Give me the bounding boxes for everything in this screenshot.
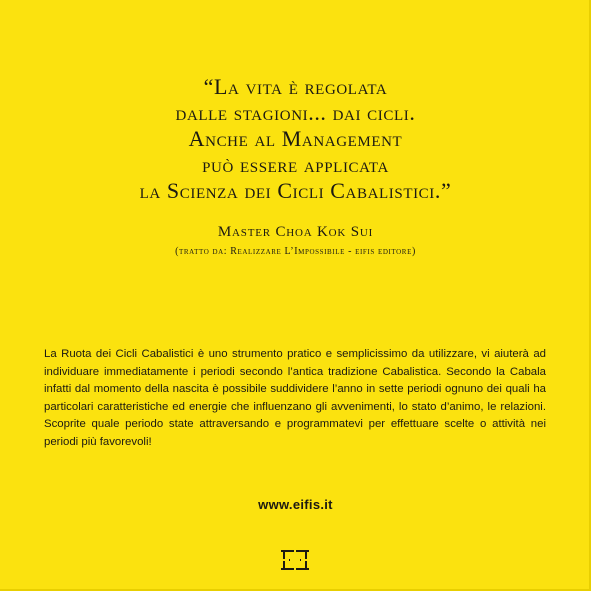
quote-line: dalle stagioni... dai cicli. (175, 100, 416, 125)
quote-block (0, 74, 591, 204)
quote-line: “La vita è regolata (203, 74, 388, 99)
quote-line: può essere applicata (202, 152, 389, 177)
quote-line: la Scienza dei Cicli Cabalistici.” (139, 178, 452, 203)
quote-author: Master Choa Kok Sui (217, 224, 374, 240)
website-link[interactable]: www.eifis.it (258, 497, 333, 512)
quote-line: Anche al Management (188, 126, 403, 151)
eifis-logo-icon (277, 548, 313, 572)
description-paragraph: La Ruota dei Cicli Cabalistici è uno strumento pratico e semplicissimo da utilizzare, vi aiuterà ad individuare immediatamente i periodi secondo l’antica tradizione Cabalistica. Secondo la Cabala infatti dal momento della nascita è possibile suddividere l’anno in sette periodi ognuno dei quali ha particolari caratteristiche ed energie che influenzano gli avvenimenti, lo stato d’animo, le relazioni. Scoprite quale periodo state attraversando e programmatevi per effettuare scelte o attività nei periodi più favorevoli! (44, 348, 546, 448)
quote-source: (tratto da: Realizzare L’Impossibile - eifis editore) (175, 246, 416, 257)
